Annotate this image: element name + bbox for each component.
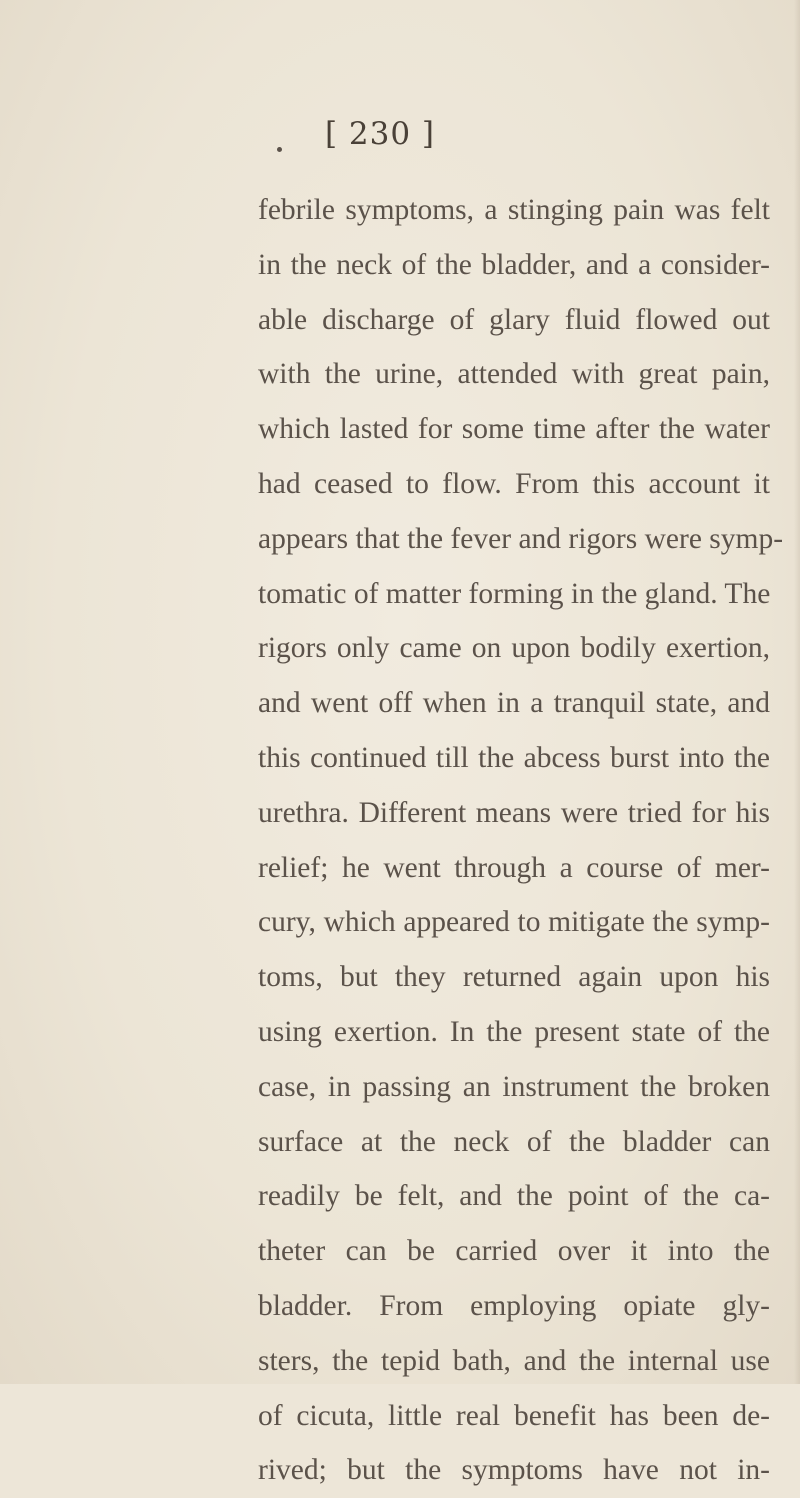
text-line: rived; but the symptoms have not in- <box>258 1454 770 1487</box>
text-line: of cicuta, little real benefit has been de- <box>258 1399 770 1432</box>
text-line: bladder. From employing opiate gly- <box>258 1289 770 1322</box>
page-edge-shadow <box>794 0 800 1384</box>
text-line: had ceased to flow. From this account it <box>258 467 770 500</box>
text-line: cury, which appeared to mitigate the symp- <box>258 906 770 939</box>
text-line: able discharge of glary fluid flowed out <box>258 303 770 336</box>
text-line: using exertion. In the present state of the <box>258 1015 770 1048</box>
text-line: and went off when in a tranquil state, and <box>258 687 770 720</box>
text-line: theter can be carried over it into the <box>258 1235 770 1268</box>
text-line: toms, but they returned again upon his <box>258 961 770 994</box>
body-text <box>258 183 784 1498</box>
text-line: urethra. Different means were tried for his <box>258 796 770 829</box>
text-line: in the neck of the bladder, and a consider- <box>258 248 770 281</box>
text-line: relief; he went through a course of mer- <box>258 851 770 884</box>
text-line: which lasted for some time after the water <box>258 413 770 446</box>
text-line: sters, the tepid bath, and the internal use <box>258 1344 770 1377</box>
page-number-text: [ 230 ] <box>324 116 436 152</box>
page-number <box>0 116 800 152</box>
text-line: readily be felt, and the point of the ca- <box>258 1180 770 1213</box>
text-line: surface at the neck of the bladder can <box>258 1125 770 1158</box>
text-line: case, in passing an instrument the broken <box>258 1070 770 1103</box>
text-line: this continued till the abcess burst into the <box>258 741 770 774</box>
text-line: with the urine, attended with great pain, <box>258 358 770 391</box>
ink-speck <box>277 147 282 152</box>
text-line: rigors only came on upon bodily exertion, <box>258 632 770 665</box>
text-line: febrile symptoms, a stinging pain was felt <box>258 194 770 226</box>
text-line: appears that the fever and rigors were symp- <box>258 522 784 555</box>
text-line: tomatic of matter forming in the gland. The <box>258 577 771 610</box>
